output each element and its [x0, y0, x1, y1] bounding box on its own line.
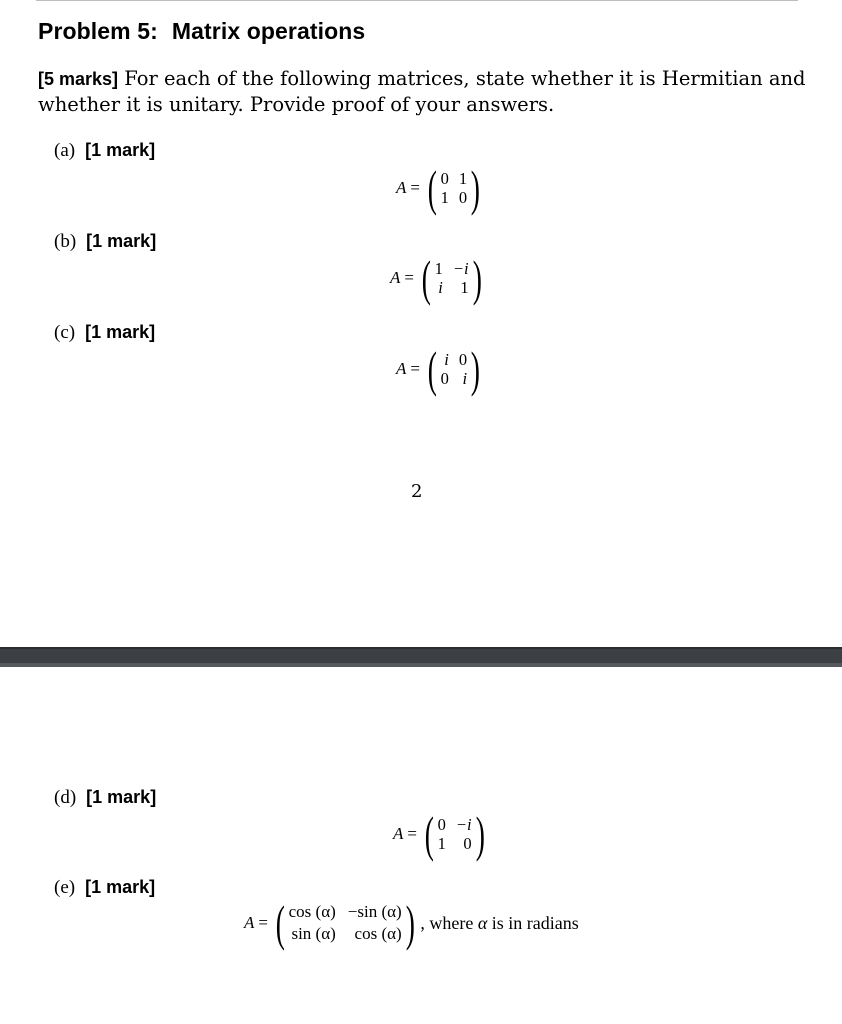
equation-suffix — [420, 913, 578, 934]
matrix-cell: −i — [455, 815, 472, 834]
matrix-cell: i — [438, 278, 443, 297]
suffix-pre: , where — [420, 912, 478, 933]
equals-sign: = — [404, 268, 414, 287]
total-marks: [5 marks] — [38, 69, 119, 89]
matrix-cell: cos (α) — [288, 902, 336, 921]
matrix-cell: 1 — [440, 188, 449, 207]
equals-sign: = — [410, 178, 420, 197]
part-label: (b) — [54, 231, 77, 252]
matrix-cell: i — [462, 369, 468, 388]
part-e-heading — [54, 877, 155, 899]
matrix-cell: −i — [452, 259, 469, 278]
matrix — [289, 901, 402, 945]
matrix-cell: 1 — [437, 834, 446, 853]
right-paren: ) — [470, 160, 481, 216]
matrix — [441, 169, 468, 207]
page-number: 2 — [411, 481, 423, 502]
part-c-equation — [396, 341, 484, 397]
part-d-heading — [54, 787, 156, 809]
matrix-cell: 0 — [463, 834, 472, 853]
part-d-equation — [393, 806, 488, 862]
part-marks: [1 mark] — [85, 322, 156, 342]
matrix-symbol: A — [390, 268, 401, 287]
right-paren: ) — [405, 895, 415, 951]
page-break-divider — [0, 647, 842, 667]
equals-sign: = — [410, 359, 420, 378]
matrix-cell: i — [444, 350, 449, 369]
part-label: (a) — [54, 140, 76, 161]
part-a-heading — [54, 140, 155, 162]
matrix-cell: 1 — [434, 259, 443, 278]
part-marks: [1 mark] — [86, 231, 157, 251]
instructions-text: For each of the following matrices, state whether it is Hermitian and whether it is unitary. Provide proof of your answers. — [38, 67, 806, 116]
matrix-symbol: A — [244, 913, 255, 932]
part-c-heading — [54, 322, 155, 344]
part-a-equation — [396, 160, 484, 216]
left-paren: ( — [275, 895, 285, 951]
matrix-cell: 0 — [440, 169, 449, 188]
part-e-equation — [244, 895, 579, 951]
part-marks: [1 mark] — [85, 140, 156, 160]
left-paren: ( — [427, 341, 437, 397]
left-paren: ( — [421, 250, 431, 306]
matrix-cell: cos (α) — [354, 924, 402, 943]
left-paren: ( — [427, 160, 437, 216]
matrix-symbol: A — [393, 824, 404, 843]
matrix-cell: 0 — [458, 188, 468, 207]
part-label: (e) — [54, 877, 76, 898]
matrix — [441, 350, 468, 388]
part-label: (c) — [54, 322, 76, 343]
alpha-symbol: α — [477, 912, 488, 933]
part-marks: [1 mark] — [86, 787, 157, 807]
right-paren: ) — [470, 341, 481, 397]
equals-sign: = — [258, 913, 268, 932]
problem-title-text: Matrix operations — [171, 18, 366, 44]
matrix — [435, 259, 469, 297]
part-b-heading — [54, 231, 156, 253]
matrix-symbol: A — [396, 359, 407, 378]
matrix-cell: 0 — [440, 369, 449, 388]
matrix-cell: 1 — [460, 278, 469, 297]
matrix-cell: 1 — [458, 169, 468, 188]
equals-sign: = — [407, 824, 417, 843]
left-paren: ( — [424, 806, 434, 862]
part-marks: [1 mark] — [85, 877, 156, 897]
problem-number: Problem 5: — [38, 18, 158, 44]
matrix-symbol: A — [396, 178, 407, 197]
matrix-cell: 0 — [437, 815, 446, 834]
suffix-post: is in radians — [487, 912, 579, 933]
problem-title — [38, 18, 365, 45]
part-label: (d) — [54, 787, 77, 808]
matrix-cell: −sin (α) — [347, 902, 402, 921]
page-top-rule — [36, 0, 798, 1]
matrix-cell: sin (α) — [291, 924, 336, 943]
matrix-cell: 0 — [458, 350, 468, 369]
part-b-equation — [390, 250, 485, 306]
matrix — [438, 815, 472, 853]
problem-instructions — [38, 66, 828, 117]
right-paren: ) — [475, 806, 485, 862]
right-paren: ) — [472, 250, 482, 306]
